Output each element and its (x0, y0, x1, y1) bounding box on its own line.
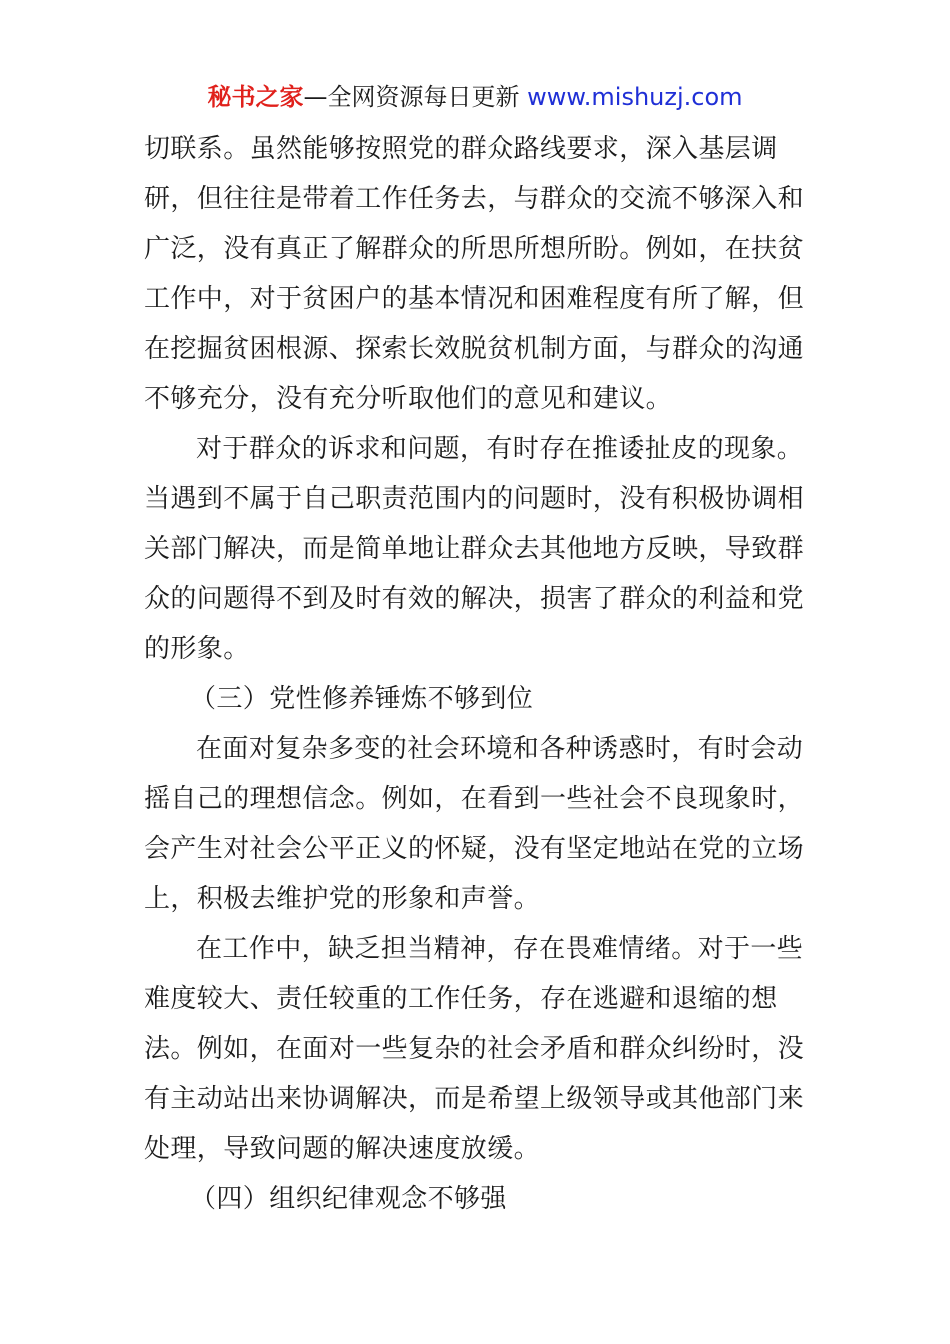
section-heading: （四）组织纪律观念不够强 (190, 1184, 507, 1214)
text-line: 不够充分，没有充分听取他们的意见和建议。 (144, 384, 673, 414)
text-line: 在挖掘贫困根源、探索长效脱贫机制方面，与群众的沟通 (144, 334, 805, 364)
text-line: 切联系。虽然能够按照党的群众路线要求，深入基层调 (144, 134, 778, 164)
site-url-link[interactable]: www.mishuzj.com (527, 83, 743, 111)
site-tagline: —全网资源每日更新 (303, 83, 520, 111)
text-line: 摇自己的理想信念。例如，在看到一些社会不良现象时， (144, 784, 805, 814)
text-line: 上，积极去维护党的形象和声誉。 (144, 884, 541, 914)
text-line: 当遇到不属于自己职责范围内的问题时，没有积极协调相 (144, 484, 805, 514)
text-line: 法。例如，在面对一些复杂的社会矛盾和群众纠纷时，没 (144, 1034, 805, 1064)
text-line: 广泛，没有真正了解群众的所思所想所盼。例如，在扶贫 (144, 234, 805, 264)
text-line: 会产生对社会公平正义的怀疑，没有坚定地站在党的立场 (144, 834, 805, 864)
text-line: 研，但往往是带着工作任务去，与群众的交流不够深入和 (144, 184, 805, 214)
text-line: 在面对复杂多变的社会环境和各种诱惑时，有时会动 (196, 734, 804, 764)
document-body (144, 124, 810, 1224)
text-line: 对于群众的诉求和问题，有时存在推诿扯皮的现象。 (196, 434, 804, 464)
text-line: 的形象。 (144, 634, 250, 664)
text-line: 难度较大、责任较重的工作任务，存在逃避和退缩的想 (144, 984, 778, 1014)
text-line: 在工作中，缺乏担当精神，存在畏难情绪。对于一些 (196, 934, 804, 964)
text-line: 关部门解决，而是简单地让群众去其他地方反映，导致群 (144, 534, 805, 564)
text-line: 众的问题得不到及时有效的解决，损害了群众的利益和党 (144, 584, 805, 614)
page-header (0, 80, 950, 114)
site-name: 秘书之家 (207, 83, 304, 111)
text-line: 工作中，对于贫困户的基本情况和困难程度有所了解，但 (144, 284, 805, 314)
section-heading: （三）党性修养锤炼不够到位 (190, 684, 534, 714)
text-line: 处理，导致问题的解决速度放缓。 (144, 1134, 541, 1164)
text-line: 有主动站出来协调解决，而是希望上级领导或其他部门来 (144, 1084, 805, 1114)
